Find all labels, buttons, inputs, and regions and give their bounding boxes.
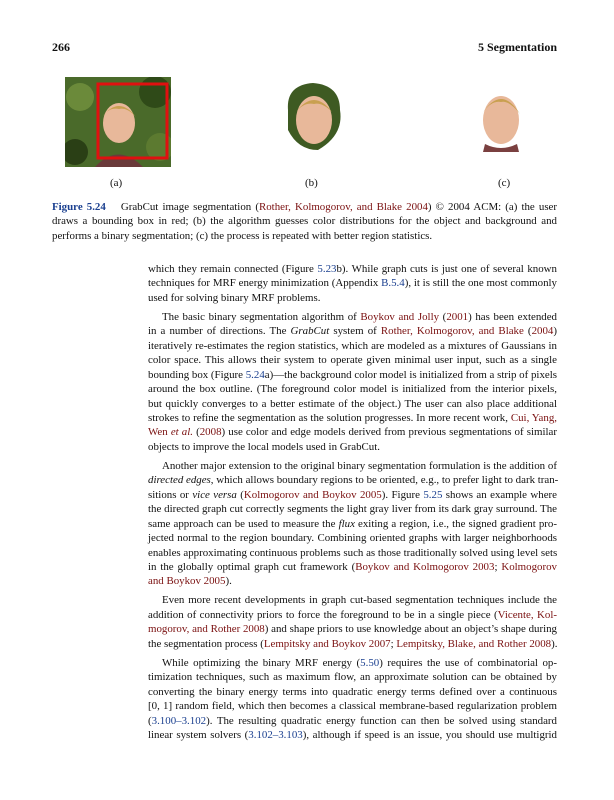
text-line: [148, 368, 557, 382]
citation-link[interactable]: Vicente, Kol-: [497, 608, 557, 621]
citation-link[interactable]: Kolmogorov: [501, 560, 557, 573]
text-line: [148, 411, 557, 425]
citation-link[interactable]: Kolmogorov and Boykov 2005: [243, 488, 382, 501]
text-run: a)—the background color model is initialized from a strip of pixels: [264, 368, 557, 381]
text-run: flux: [338, 517, 355, 530]
text-run: Even more recent developments in graph cut-based segmentation techniques include the: [162, 594, 557, 607]
text-line: [148, 488, 557, 502]
text-run: around the box outline. (The foreground color model is initialized from the interior pixels,: [148, 383, 557, 396]
citation-link[interactable]: mogorov, and Rother 2008: [148, 623, 265, 636]
text-run: ). Figure: [381, 488, 424, 501]
figure-image-c: [465, 80, 535, 152]
text-run: color space. This allows their system to operate given minimal user input, such as a single: [148, 354, 557, 367]
text-line: [148, 656, 557, 670]
figure-caption: [52, 200, 557, 243]
citation-link[interactable]: Boykov and Kolmogorov 2003: [355, 560, 495, 573]
text-run: techniques for MRF energy minimization (Appendix: [148, 277, 382, 290]
text-line: [148, 637, 557, 651]
figure-label-b: (b): [305, 177, 318, 189]
text-line: [148, 593, 557, 607]
text-line: [148, 339, 557, 353]
text-run: vice versa: [192, 488, 237, 501]
text-run: The basic binary segmentation algorithm of: [162, 310, 361, 323]
body-text: [148, 262, 557, 742]
text-line: [148, 310, 557, 324]
caption-line: [52, 200, 557, 214]
text-run: shows an example where: [442, 488, 558, 501]
text-run: sitions or: [148, 488, 193, 501]
citation-link[interactable]: Lempitsky and Boykov 2007: [263, 637, 391, 650]
running-header: 5 Segmentation: [478, 40, 557, 54]
text-run: While optimizing the binary MRF energy (: [162, 656, 361, 669]
text-run: system of: [329, 325, 381, 338]
text-run: (: [523, 325, 532, 338]
paragraph: [148, 310, 557, 454]
figure-image-b: [278, 80, 348, 152]
text-run: ), although if speed is an issue, you should use multigrid: [302, 728, 557, 741]
text-line: [148, 574, 557, 588]
text-line: [148, 324, 557, 338]
text-run: (: [439, 310, 447, 323]
text-run: GrabCut image segmentation (: [105, 201, 259, 213]
text-run: in the globally optimal graph cut framework (: [148, 560, 356, 573]
text-run: objects to improve the local models used in GrabCut.: [148, 440, 380, 453]
paragraph: [148, 656, 557, 743]
citation-link[interactable]: Wen: [148, 426, 171, 439]
figure-number: Figure 5.24: [52, 201, 106, 213]
text-run: ) has been extended: [468, 310, 557, 323]
text-line: [148, 473, 557, 487]
text-run: performs a binary segmentation; (c) the process is repeated with better region statistics.: [52, 229, 433, 242]
text-line: [148, 397, 557, 411]
cross-reference-link[interactable]: 3.102–3.103: [248, 728, 303, 741]
text-run: ) © 2004 ACM: (a) the user: [427, 201, 558, 213]
text-run: the segmentation process (: [148, 637, 264, 650]
cross-reference-link[interactable]: 3.100–3.102: [151, 714, 207, 727]
cross-reference-link[interactable]: B.5.4: [381, 277, 405, 290]
text-line: [148, 262, 557, 276]
text-line: [148, 502, 557, 516]
citation-link[interactable]: 2004: [531, 325, 554, 338]
text-run: ;: [494, 560, 502, 573]
text-run: , which allows boundary regions to be oriented, e.g., to prefer light to dark tran-: [210, 474, 559, 487]
text-line: [148, 291, 557, 305]
text-line: [148, 276, 557, 290]
text-line: [148, 560, 557, 574]
paragraph: [148, 262, 557, 305]
citation-link[interactable]: Lempitsky, Blake, and Rother 2008: [396, 637, 552, 650]
text-line: [148, 685, 557, 699]
text-run: directed edges: [148, 474, 211, 487]
figure-label-a: (a): [110, 177, 123, 189]
text-run: but quickly converges to a better estimate of the object.) The user can also place additional: [148, 397, 557, 410]
text-run: ;: [390, 637, 397, 650]
text-line: [148, 353, 557, 367]
text-line: [148, 531, 557, 545]
text-line: [148, 670, 557, 684]
text-run: Another major extension to the original binary segmentation formulation is the addition of: [162, 459, 557, 472]
paragraph: [148, 593, 557, 651]
text-run: in a number of directions. The: [148, 325, 291, 338]
text-line: [148, 728, 557, 742]
citation-link[interactable]: 2008: [199, 426, 222, 439]
text-run: converting the binary energy terms into quadratic energy terms defined over a continuous: [148, 685, 557, 698]
citation-link[interactable]: Boykov and Jolly: [360, 310, 440, 323]
text-run: b). While graph cuts is just one of several known: [336, 263, 557, 275]
text-run: bounding box (Figure: [148, 368, 246, 381]
text-run: the directed graph cut correctly segments the light gray liver from its dark gray surround. The: [148, 503, 557, 516]
text-run: timization techniques, such as maximum flow, an approximate solution can be obtained by: [148, 671, 557, 684]
text-run: ) and shape priors to use knowledge about an object’s shape during: [264, 623, 558, 636]
text-run: (: [148, 714, 152, 727]
text-run: addition of connectivity priors to force the foreground to be in a single piece (: [148, 608, 498, 621]
text-run: ). The resulting quadratic energy function can then be solved using standard: [206, 714, 557, 727]
text-run: ): [553, 325, 557, 338]
text-line: [148, 714, 557, 728]
cross-reference-link[interactable]: 5.23: [317, 263, 337, 275]
text-run: exiting a region, i.e., the signed gradient pro-: [354, 517, 558, 530]
paragraph: [148, 459, 557, 589]
citation-link[interactable]: Rother, Kolmogorov, and Blake: [380, 325, 524, 338]
text-line: [148, 546, 557, 560]
text-run: used for solving binary MRF problems.: [148, 291, 321, 304]
citation-link[interactable]: Cui, Yang,: [510, 411, 557, 424]
text-line: [148, 699, 557, 713]
text-run: ).: [551, 637, 558, 650]
text-run: which they remain connected (Figure: [148, 263, 318, 275]
text-run: enables approximating continuous problems such as those traditionally solved using level sets: [148, 546, 558, 559]
citation-link[interactable]: et al.: [170, 426, 193, 439]
text-line: [148, 459, 557, 473]
figure-label-c: (c): [498, 177, 511, 189]
text-run: GrabCut: [290, 325, 330, 338]
caption-line: [52, 214, 557, 228]
text-run: strokes to refine the segmentation as the solution progresses. In more recent work,: [148, 411, 511, 424]
text-line: [148, 382, 557, 396]
page-number: 266: [52, 40, 70, 54]
text-run: ) use color and edge models derived from previous segmentations of similar: [221, 426, 557, 439]
text-run: ), it is still the one most commonly: [404, 277, 558, 290]
cross-reference-link[interactable]: 5.50: [360, 656, 380, 669]
text-run: ).: [225, 575, 232, 588]
caption-line: [52, 229, 557, 243]
text-run: same approach can be used to measure the: [148, 517, 339, 530]
text-line: [148, 425, 557, 439]
figure-image-a: [65, 77, 171, 167]
cross-reference-link[interactable]: 5.24: [245, 368, 265, 381]
text-run: linear system solvers (: [148, 728, 249, 741]
text-line: [148, 608, 557, 622]
text-run: draws a bounding box in red; (b) the algorithm guesses color distributions for the object and background and: [52, 215, 557, 228]
text-run: (: [236, 488, 244, 501]
text-line: [148, 440, 557, 454]
cross-reference-link[interactable]: 5.25: [423, 488, 443, 501]
text-run: ) requires the use of combinatorial op-: [379, 656, 558, 669]
citation-link[interactable]: 2001: [446, 310, 469, 323]
citation-link[interactable]: Rother, Kolmogorov, and Blake 2004: [258, 201, 428, 213]
text-line: [148, 517, 557, 531]
text-run: iteratively re-estimates the region statistics, which are modeled as a mixtures of Gaussians in: [148, 339, 557, 352]
text-run: [0, 1] random field, which then becomes a classical membrane-based regularization problem: [148, 700, 557, 713]
citation-link[interactable]: and Boykov 2005: [148, 575, 226, 588]
text-run: jected normal to the region boundary. Combining oriented graphs with larger neighborhoods: [148, 532, 557, 545]
text-run: (: [192, 426, 200, 439]
text-line: [148, 622, 557, 636]
